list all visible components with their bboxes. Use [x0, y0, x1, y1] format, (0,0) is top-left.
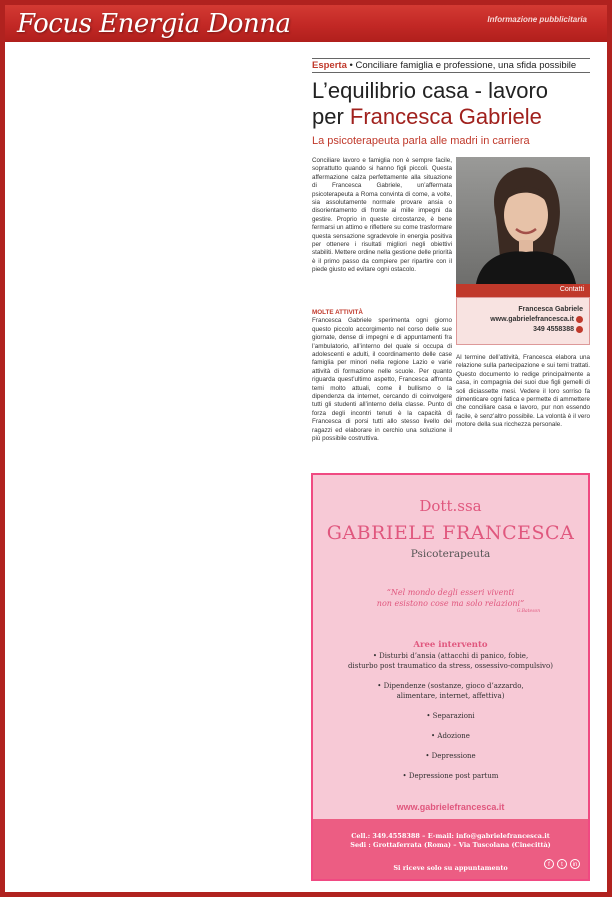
article-column-1: Conciliare lavoro e famiglia non è sempre facile, soprattutto quando si hanno figli piccoli. Questa affermazione calza perfettamente alla situazione di Francesca Gabriele, un’affermata psicoterapeuta a Roma convinta di come, a volte, sia assolutamente normale provare ansia o disorientamento di fronte ai mille impegni da gestire. Proprio in queste circostanze, è bene fermarsi un attimo e riflettere su come trasformare questa sensazione sgradevole in energia positiva per ottenere i risultati migliori negli obiettivi stabiliti. Mettere ordine nella gestione delle priorità è il primo passo da compiere per ripartire con il piede giusto ed evitare ogni ostacolo.	[312, 157, 453, 274]
kicker-text: • Conciliare famiglia e professione, una sfida possibile	[346, 60, 577, 71]
headline-line1: L’equilibrio casa - lavoro	[312, 78, 549, 103]
contact-website[interactable]: www.gabrielefrancesca.it	[490, 316, 574, 323]
quote-author: G.Bateson	[516, 609, 541, 614]
contacts-bar: Contatti	[456, 284, 590, 297]
ad-footer-contacts	[313, 832, 588, 850]
ad-name: GABRIELE FRANCESCA	[326, 522, 575, 544]
portrait-photo	[456, 157, 590, 284]
ad-quote	[313, 587, 588, 609]
ad-footer-line2: Sedi : Grottaferrata (Roma) – Via Tuscolana (Cinecittà)	[350, 841, 551, 849]
section-heading: MOLTE ATTIVITÀ	[312, 309, 363, 316]
headline-per: per	[312, 104, 350, 129]
advertisement-box	[311, 473, 590, 881]
ad-footer-line1: Cell.: 349.4558388 – E-mail: info@gabrielefrancesca.it	[351, 832, 550, 840]
areas-list	[313, 651, 588, 791]
area-item: • Separazioni	[426, 712, 475, 720]
masthead	[5, 5, 607, 42]
area-item: • Dipendenze (sostanze, gioco d’azzardo, alimentare, internet, affettiva)	[377, 682, 524, 700]
contact-box	[456, 297, 590, 345]
article-headline	[312, 78, 602, 130]
globe-icon	[576, 316, 583, 323]
masthead-title: Focus Energia Donna	[17, 9, 291, 39]
contact-name: Francesca Gabriele	[518, 306, 583, 313]
facebook-icon[interactable]: f	[544, 859, 554, 869]
headline-name: Francesca Gabriele	[349, 104, 542, 129]
kicker-category: Esperta	[312, 60, 347, 71]
quote-line1: “Nel mondo degli esseri viventi	[386, 588, 515, 597]
article-kicker	[312, 58, 590, 73]
ad-website[interactable]: www.gabrielefrancesca.it	[396, 802, 505, 812]
contact-phone[interactable]: 349 4558388	[533, 326, 574, 333]
ad-footer-appointment: Si riceve solo su appuntamento	[393, 864, 508, 872]
area-item: • Depressione post partum	[402, 772, 499, 780]
column-2-text: Francesca Gabriele sperimenta ogni giorno questo piccolo accorgimento nel corso delle sue giornate, dense di impegni e di appuntamenti fra l’ambulatorio, all’interno del quale si occupa di adolescenti e adulti, il coordinamento delle case famiglia per minori nella regione Lazio e varie attività di formazione nelle scuole. Per quanto riguarda quest’ultimo aspetto, Francesca affronta temi molto attuali, come il bullismo o la dipendenza da internet, cercando di coinvolgere tutti gli studenti all’interno della classe. Punto di forza degli incontri tenuti è la capacità di Francesca di porsi tutti allo stesso livello dei ragazzi ed elaborare in cerchio una soluzione il più possibile costruttiva.	[312, 317, 452, 443]
advertising-notice: Informazione pubblicitaria	[487, 15, 587, 24]
article-subheadline: La psicoterapeuta parla alle madri in carriera	[312, 135, 530, 147]
phone-icon	[576, 326, 583, 333]
linkedin-icon[interactable]: in	[570, 859, 580, 869]
ad-title: Dott.ssa	[419, 497, 482, 515]
area-item: • Depressione	[425, 752, 476, 760]
twitter-icon[interactable]: t	[557, 859, 567, 869]
quote-line2: non esistono cose ma solo relazioni”	[376, 599, 525, 608]
areas-title: Aree intervento	[413, 640, 488, 650]
area-item: • Adozione	[431, 732, 470, 740]
article-column-3: Al termine dell’attività, Francesca elabora una relazione sulla partecipazione e sui temi trattati. Questo documento lo redige principalmente a casa, in compagnia dei suoi due figli gemelli di soli diciassette mesi. Vedere il loro sorriso fa dimenticare ogni fatica e permette di ammettere che conciliare casa e lavoro, pur non essendo facile, è senz’altro possibile. La volontà è il vero motore della sua ricchezza personale.	[456, 354, 590, 429]
area-item: • Disturbi d’ansia (attacchi di panico, fobie, disturbo post traumatico da stress, ossessivo-compulsivo)	[348, 652, 553, 670]
ad-profession: Psicoterapeuta	[410, 548, 491, 560]
article-column-2	[312, 309, 452, 444]
